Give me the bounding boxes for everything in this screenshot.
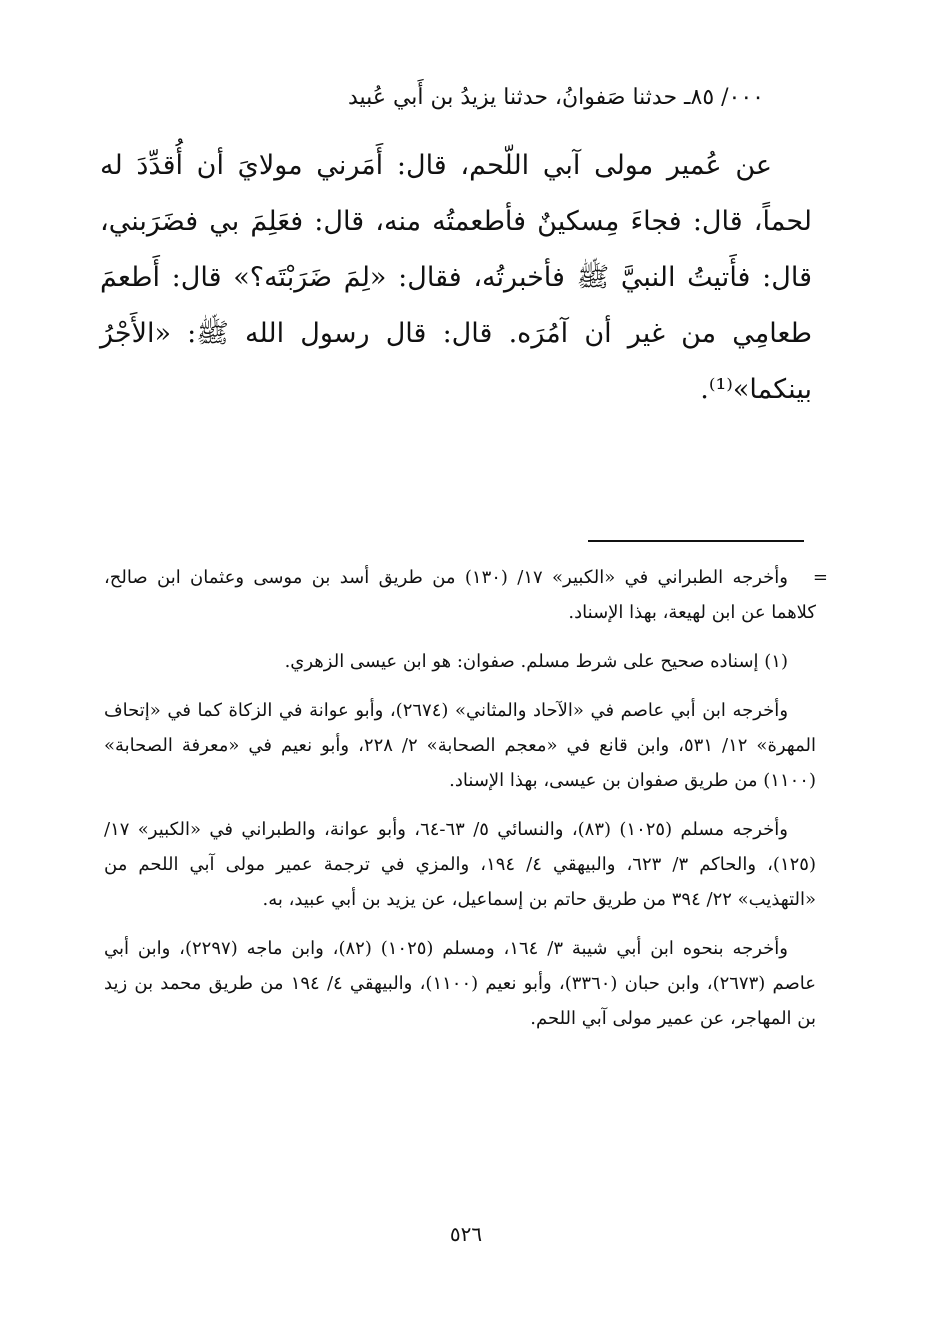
hadith-paragraph: عن عُمير مولى آبي اللّحم، قال: أَمَرني مولايَ أن أُقدِّدَ له لحماً، قال: فجاءَ مِسكينٌ فأطعمتُه منه، قال: فعَلِمَ بي فضَرَبني، قال: فأَتيتُ النبيَّ ﷺ فأخبرتُه، فقال: «لِمَ ضَرَبْتَه؟» قال: أَطعمَ طعامِي من غير أن آمُرَه. قال: قال رسول الله ﷺ: «الأَجْرُ بينكما»⁽¹⁾. [100,150,812,405]
footnote-continuation [104,560,828,630]
page-number: ٥٢٦ [449,1222,483,1246]
hadith-heading: ٠٠٠/ ٨٥ـ حدثنا صَفوانُ، حدثنا يزيدُ بن أَبي عُبيد [348,85,764,110]
continuation-text: وأخرجه الطبراني في «الكبير» ١٧/ (١٣٠) من طريق أسد بن موسى وعثمان ابن صالح، كلاهما عن ابن لهيعة، بهذا الإسناد. [104,567,816,623]
footnote-paragraph: وأخرجه بنحوه ابن أبي شيبة ٣/ ١٦٤، ومسلم (١٠٢٥) (٨٢)، وابن ماجه (٢٢٩٧)، وابن أبي عاصم (٢٦٧٣)، وابن حبان (٣٣٦٠)، وأبو نعيم (١١٠٠)، والبيهقي ٤/ ١٩٤ من طريق محمد بن زيد بن المهاجر، عن عمير مولى آبي اللحم. [104,938,816,1029]
footnote-1-intro: (١) إسناده صحيح على شرط مسلم. صفوان: هو ابن عيسى الزهري. [284,651,788,672]
footnotes [104,560,828,1050]
continuation-marker: = [812,567,828,588]
footnote-separator [588,540,804,542]
hadith-text [100,138,812,418]
footnote-paragraph: وأخرجه ابن أبي عاصم في «الآحاد والمثاني» (٢٦٧٤)، وأبو عوانة في الزكاة كما في «إتحاف المهرة» ١٢/ ٥٣١، وابن قانع في «معجم الصحابة» ٢/ ٢٢٨، وأبو نعيم في «معرفة الصحابة» (١١٠٠) من طريق صفوان بن عيسى، بهذا الإسناد. [104,700,817,791]
footnote-paragraph: وأخرجه مسلم (١٠٢٥) (٨٣)، والنسائي ٥/ ٦٣-٦٤، وأبو عوانة، والطبراني في «الكبير» ١٧/ (١٢٥)، والحاكم ٣/ ٦٢٣، والبيهقي ٤/ ١٩٤، والمزي في ترجمة عمير مولى آبي اللحم من «التهذيب» ٢٢/ ٣٩٤ من طريق حاتم بن إسماعيل، عن يزيد بن أبي عبيد، به. [104,819,816,910]
